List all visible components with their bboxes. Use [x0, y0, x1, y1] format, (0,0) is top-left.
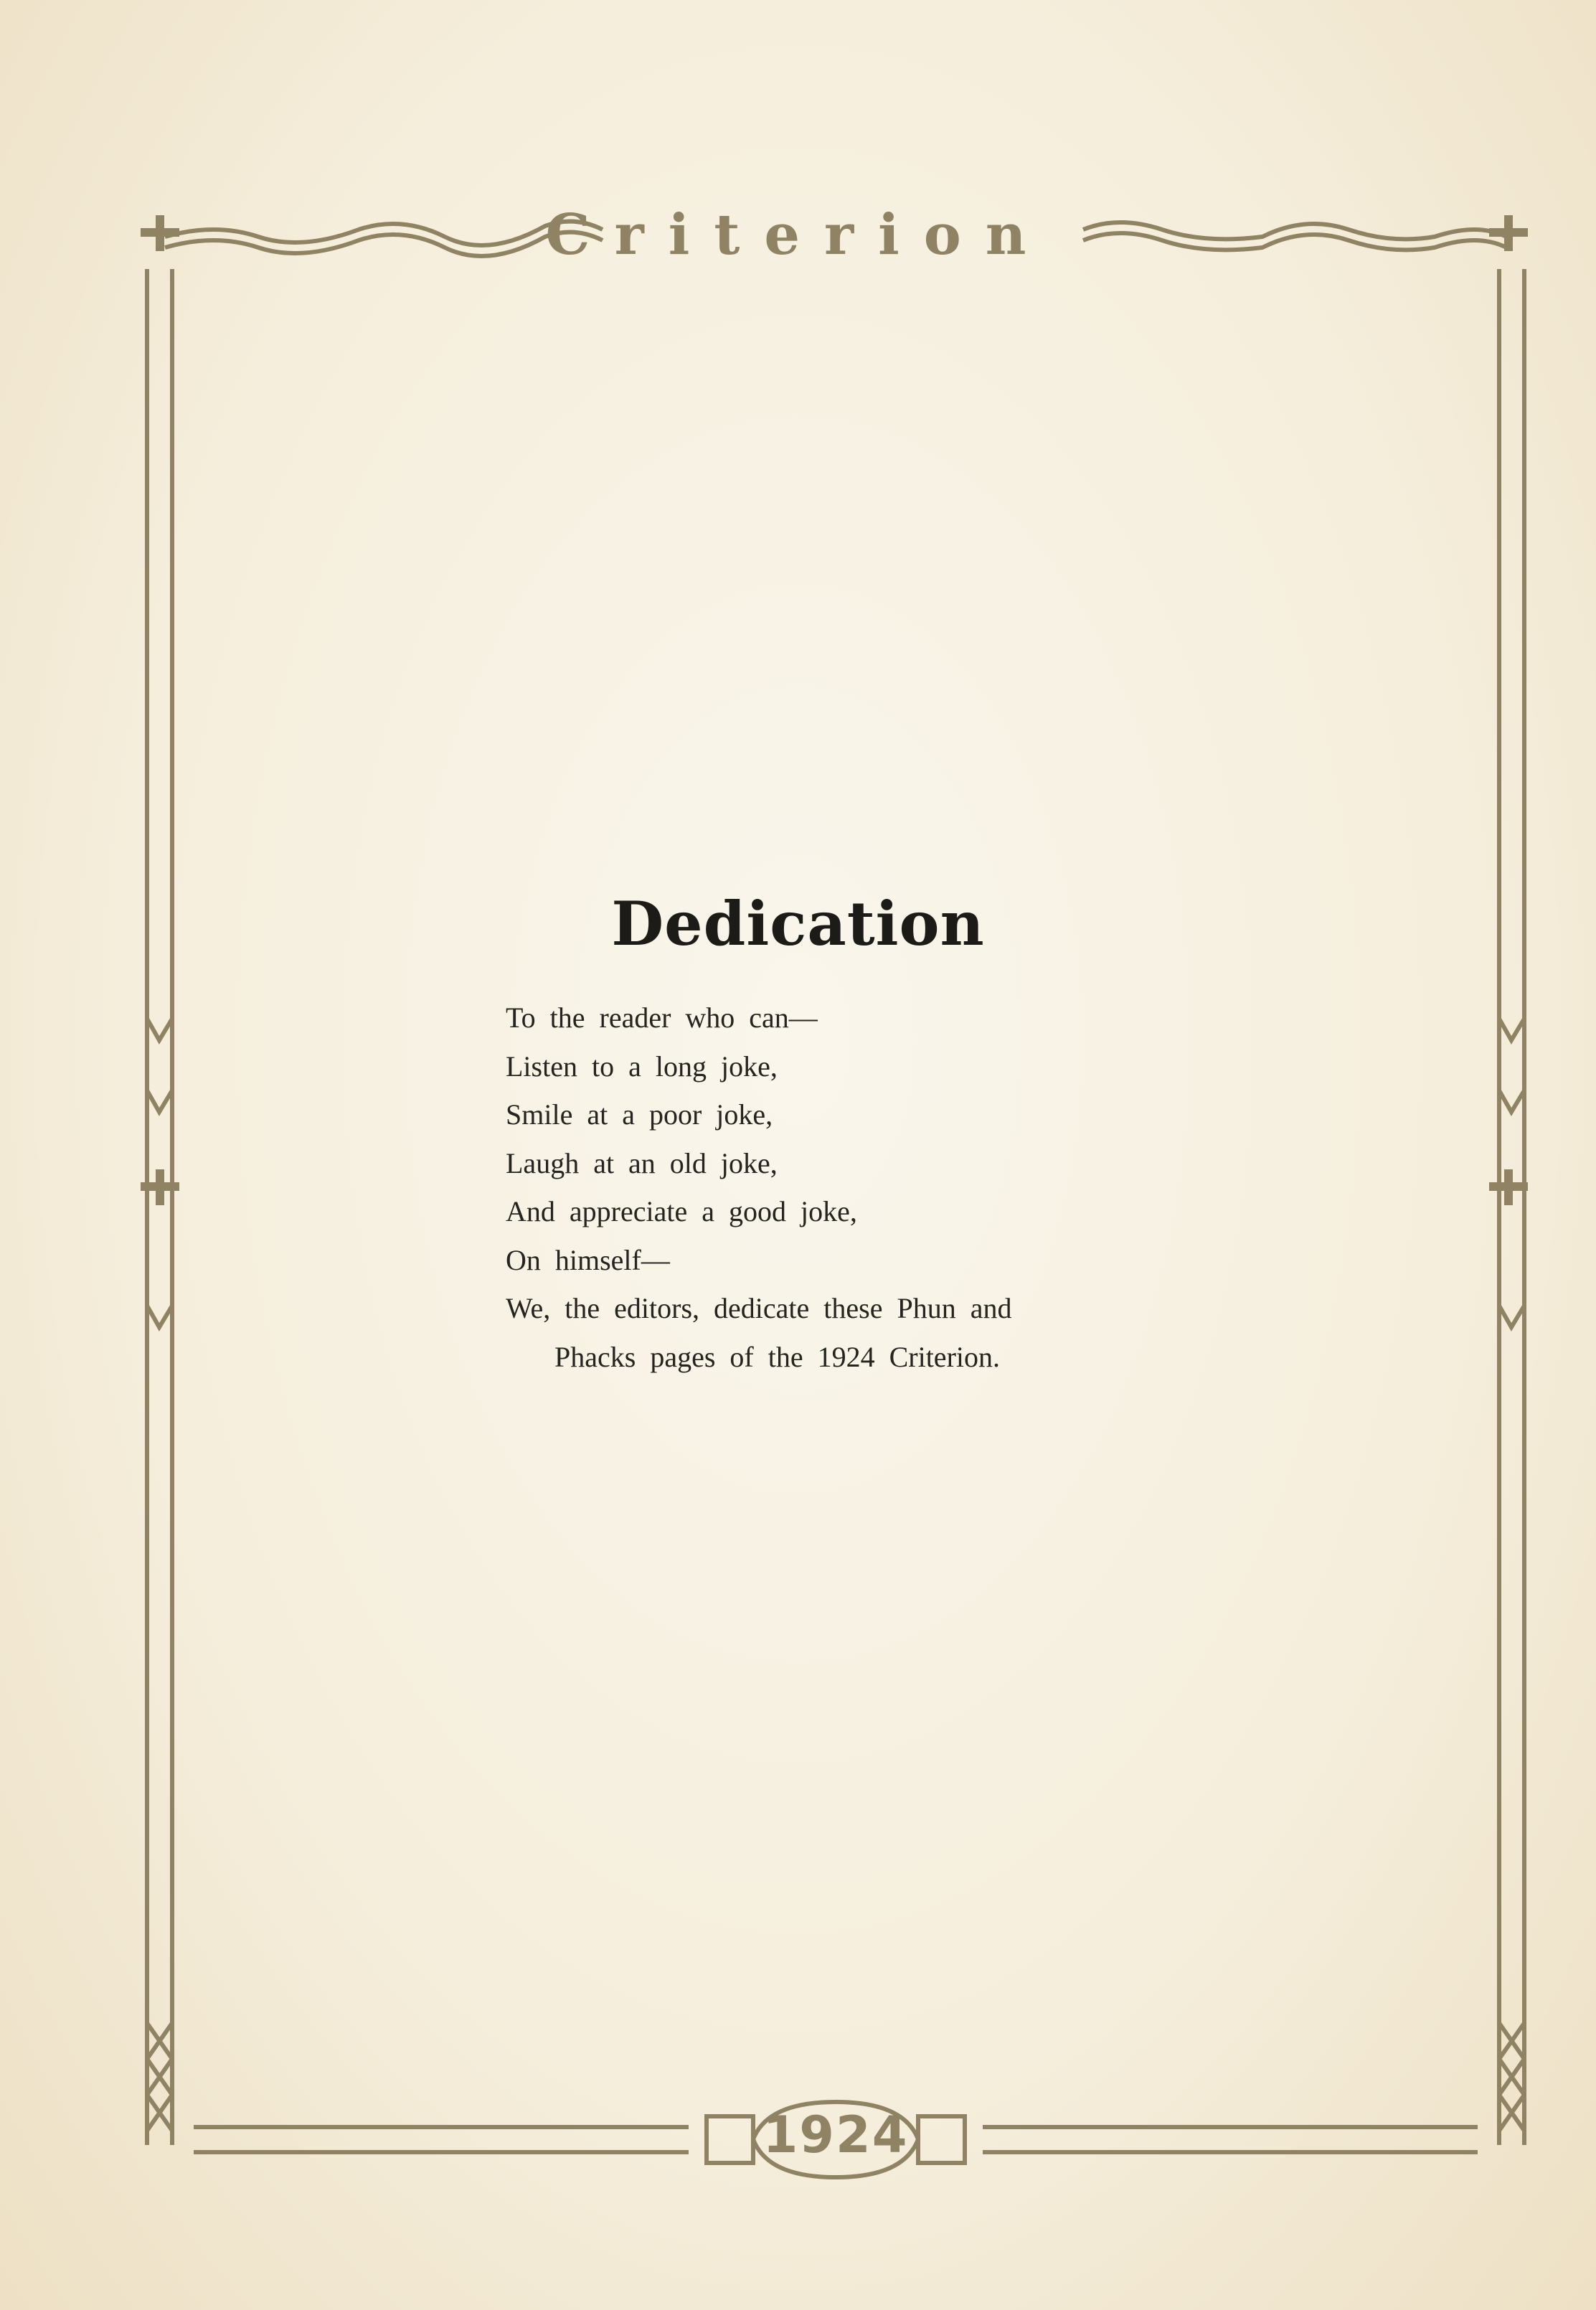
running-header-title: Criterion — [545, 202, 1051, 268]
verse-line: Listen to a long joke, — [506, 1050, 778, 1083]
verse-line: And appreciate a good joke, — [506, 1195, 857, 1227]
verse-line: To the reader who can— — [506, 1001, 818, 1034]
verse-line: On himself— — [506, 1243, 670, 1276]
verse-line: Phacks pages of the 1924 Criterion. — [554, 1340, 1000, 1373]
footer-year: 1924 — [762, 2106, 909, 2164]
verse-line: We, the editors, dedicate these Phun and — [506, 1292, 1012, 1324]
verse-line: Smile at a poor joke, — [506, 1098, 773, 1131]
dedication-verse — [506, 994, 1223, 1381]
verse-line: Laugh at an old joke, — [506, 1146, 778, 1179]
dedication-heading: Dedication — [611, 888, 985, 959]
